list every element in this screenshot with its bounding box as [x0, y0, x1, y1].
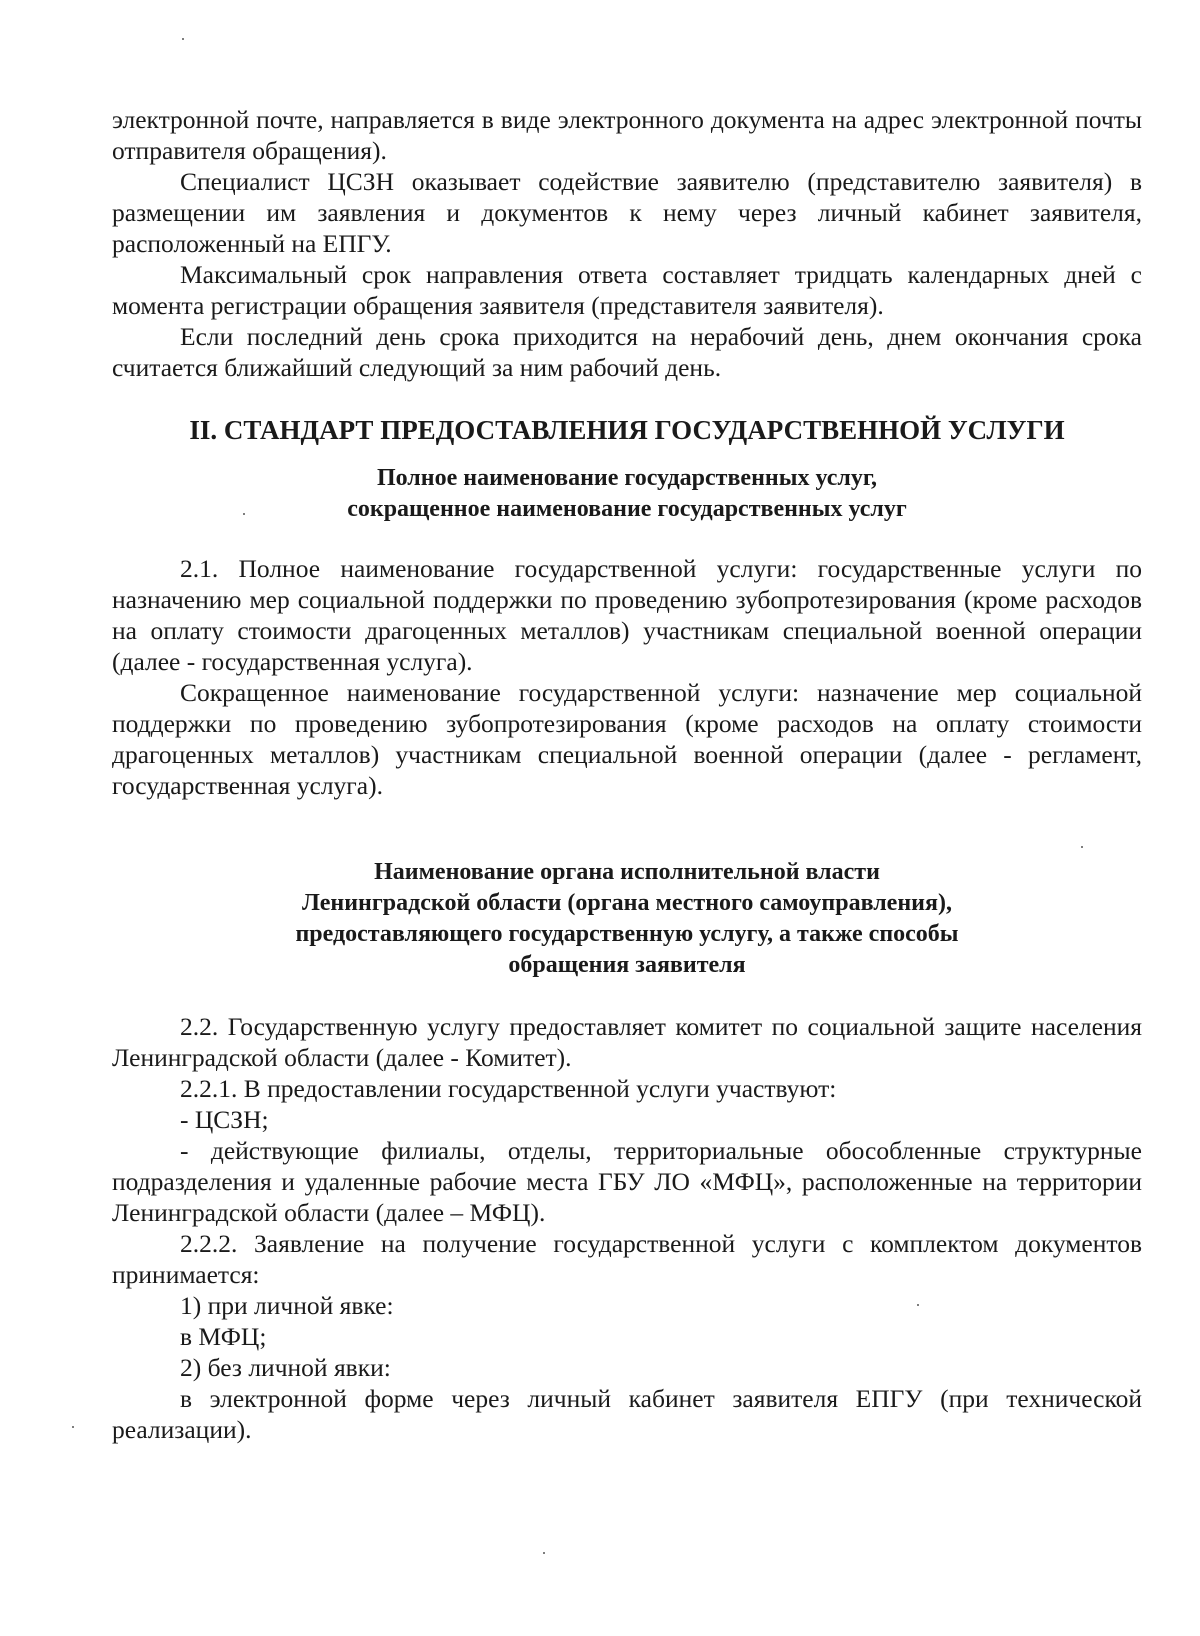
list-item-cszn: - ЦСЗН; [180, 1105, 269, 1134]
list-item-at-mfc: в МФЦ; [180, 1322, 267, 1351]
document-page [112, 104, 1142, 1445]
list-item-personal-visit: 1) при личной явке: [180, 1291, 394, 1320]
paragraph-2-2-2: 2.2.2. Заявление на получение государственной услуги с комплектом документов принимается: [112, 1229, 1142, 1289]
subheading-line: обращения заявителя [508, 952, 746, 978]
paragraph-2-1-short-name: Сокращенное наименование государственной услуги: назначение мер социальной поддержки по проведению зубопротезирования (кроме расходов на оплату стоимости драгоценных металлов) участникам специальной военной операции (далее - регламент, государственная услуга). [112, 678, 1142, 800]
paragraph-non-working-day: Если последний день срока приходится на нерабочий день, днем окончания срока считается ближайший следующий за ним рабочий день. [112, 322, 1142, 382]
paragraph-max-response-time: Максимальный срок направления ответа составляет тридцать календарных дней с момента регистрации обращения заявителя (представителя заявителя). [112, 260, 1142, 320]
scan-speck [1081, 846, 1083, 848]
paragraph-email-response: электронной почте, направляется в виде электронного документа на адрес электронной почты отправителя обращения). [112, 105, 1142, 165]
paragraph-2-1: 2.1. Полное наименование государственной услуги: государственные услуги по назначению мер социальной поддержки по проведению зубопротезирования (кроме расходов на оплату стоимости драгоценных металлов) участникам специальной военной операции (далее - государственная услуга). [112, 554, 1142, 676]
paragraph-2-2-1: 2.2.1. В предоставлении государственной услуги участвуют: [180, 1074, 837, 1103]
scan-speck [543, 1552, 545, 1554]
subheading-line: сокращенное наименование государственных услуг [347, 496, 907, 522]
subheading-line: предоставляющего государственную услугу, а также способы [295, 921, 959, 947]
subheading-line: Полное наименование государственных услуг, [376, 465, 878, 491]
scan-speck [243, 513, 245, 515]
scan-speck [182, 38, 184, 40]
scan-speck [917, 1304, 919, 1306]
list-item-mfc: - действующие филиалы, отделы, территориальные обособленные структурные подразделения и удаленные рабочие места ГБУ ЛО «МФЦ», расположенные на территории Ленинградской области (далее – МФЦ). [112, 1136, 1142, 1227]
subheading-authority [112, 857, 1142, 981]
list-item-no-visit: 2) без личной явки: [180, 1353, 391, 1382]
subheading-line: Ленинградской области (органа местного самоуправления), [302, 890, 952, 916]
subheading-service-name [112, 463, 1142, 525]
scan-speck [72, 1426, 74, 1428]
list-item-electronic: в электронной форме через личный кабинет заявителя ЕПГУ (при технической реализации). [112, 1384, 1142, 1444]
section-title: II. СТАНДАРТ ПРЕДОСТАВЛЕНИЯ ГОСУДАРСТВЕННОЙ УСЛУГИ [189, 415, 1065, 445]
paragraph-cszn-assistance: Специалист ЦСЗН оказывает содействие заявителю (представителю заявителя) в размещении им заявления и документов к нему через личный кабинет заявителя, расположенный на ЕПГУ. [112, 167, 1142, 258]
paragraph-2-2: 2.2. Государственную услугу предоставляет комитет по социальной защите населения Ленинградской области (далее - Комитет). [112, 1012, 1142, 1072]
subheading-line: Наименование органа исполнительной власти [374, 859, 880, 885]
